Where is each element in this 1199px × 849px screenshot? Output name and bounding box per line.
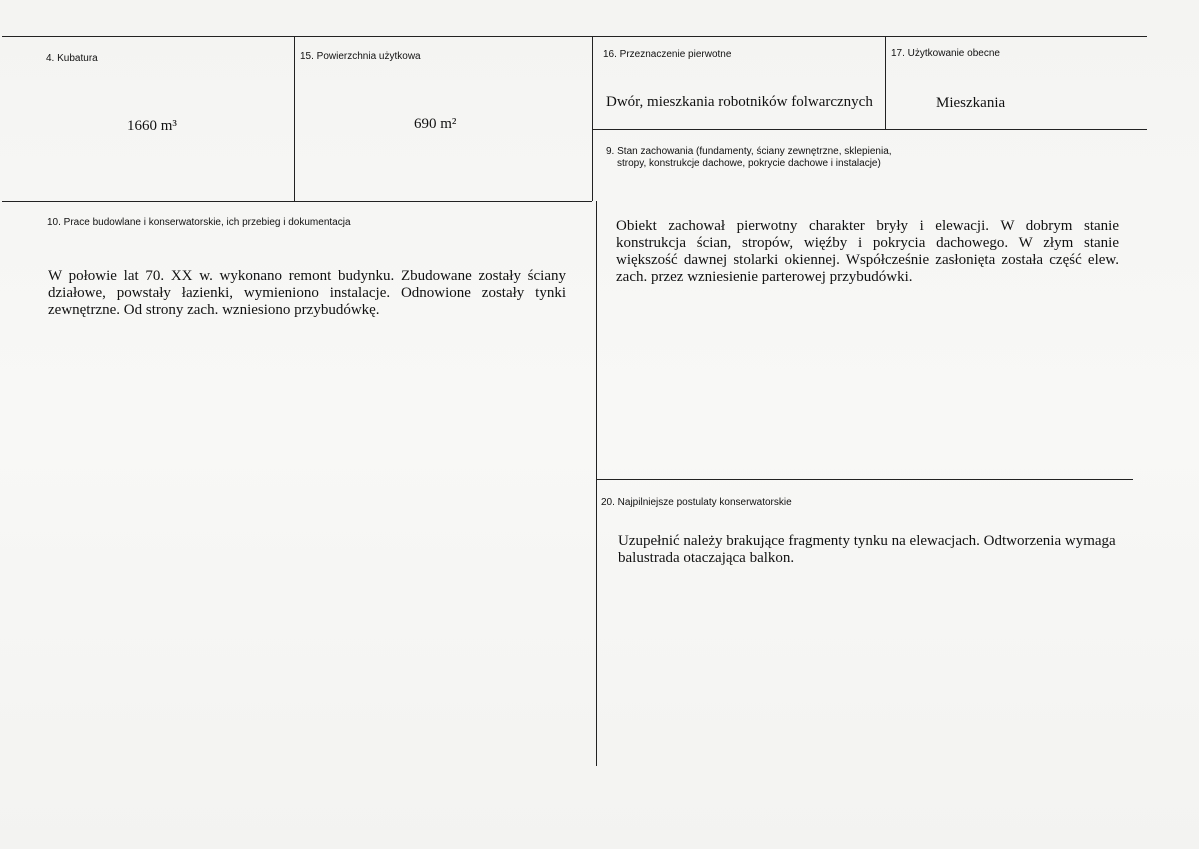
kubatura-value: 1660 m³ xyxy=(127,118,177,134)
stan-label-line1: 9. Stan zachowania (fundamenty, ściany zewnętrzne, sklepienia, xyxy=(606,146,892,157)
prace-label: 10. Prace budowlane i konserwatorskie, ich przebieg i dokumentacja xyxy=(47,217,351,228)
header-row-bottom-right xyxy=(592,129,1147,130)
stan-label-line2: stropy, konstrukcje dachowe, pokrycie dachowe i instalacje) xyxy=(617,158,881,169)
divider-kubatura xyxy=(294,36,295,201)
kubatura-label: 4. Kubatura xyxy=(46,53,98,64)
divider-center-upper xyxy=(592,36,593,201)
uzytkowanie-label: 17. Użytkowanie obecne xyxy=(891,48,1000,59)
postulaty-text: Uzupełnić należy brakujące fragmenty tynku na elewacjach. Odtworzenia wymaga balustrada otaczająca balkon. xyxy=(618,533,1116,566)
postulaty-label: 20. Najpilniejsze postulaty konserwatorskie xyxy=(601,497,792,508)
header-row-bottom-left xyxy=(2,201,592,202)
powierzchnia-label: 15. Powierzchnia użytkowa xyxy=(300,51,421,62)
stan-text: Obiekt zachował pierwotny charakter bryły i elewacji. W dobrym stanie konstrukcja ścian, stropów, więźby i pokrycia dachowego. W złym stanie większość dawnej stolarki okiennej. Współcześnie zasłonięta została część elew. zach. przez wzniesienie parterowej przybudówki. xyxy=(616,218,1119,285)
divider-uzytkowanie xyxy=(885,36,886,129)
przeznaczenie-label: 16. Przeznaczenie pierwotne xyxy=(603,49,732,60)
postulaty-top-border xyxy=(596,479,1133,480)
divider-center-lower xyxy=(596,201,597,766)
powierzchnia-value: 690 m² xyxy=(414,116,457,132)
prace-text: W połowie lat 70. XX w. wykonano remont budynku. Zbudowane zostały ściany działowe, powstały łazienki, wymieniono instalacje. Odnowione zostały tynki zewnętrzne. Od strony zach. wzniesiono przybudówkę. xyxy=(48,268,566,318)
przeznaczenie-value: Dwór, mieszkania robotników folwarcznych xyxy=(606,94,873,110)
top-border xyxy=(2,36,1147,37)
uzytkowanie-value: Mieszkania xyxy=(936,95,1006,111)
